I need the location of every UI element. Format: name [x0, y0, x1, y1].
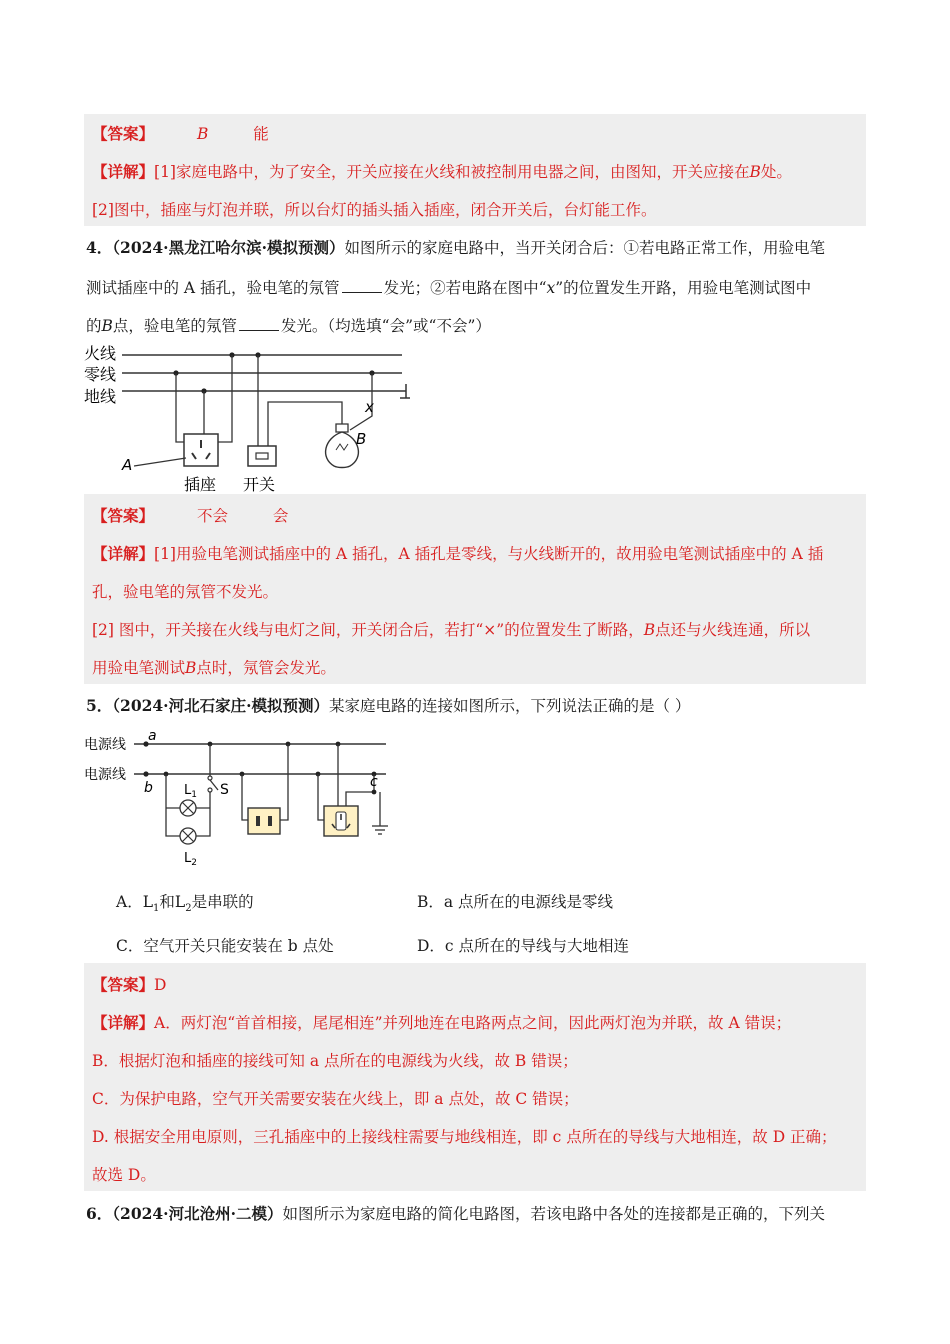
label-switch: 开关	[243, 475, 276, 494]
label-a: A	[122, 456, 133, 474]
label-power-line-1: 电源线	[84, 737, 126, 753]
detail-label: 【详解】	[92, 1013, 155, 1032]
label-x: x	[365, 398, 374, 416]
question-4-line-2	[86, 276, 811, 298]
question-text: 点，验电笔的氖管	[112, 317, 237, 335]
label-a: a	[148, 728, 157, 744]
label-l1-subscript: 1	[191, 790, 197, 800]
socket-neutral-wire	[176, 373, 190, 442]
junction-dots	[164, 742, 377, 777]
question-source: （2024·河北沧州·二模）	[112, 1204, 283, 1223]
socket-live-wire	[218, 355, 232, 442]
socket-hole	[256, 816, 260, 826]
question-text: x	[546, 279, 556, 297]
answer-label: 【答案】	[92, 124, 155, 143]
option-text: L	[142, 893, 153, 911]
detail-text: 故选 D。	[92, 1166, 156, 1184]
label-l2-subscript: 2	[191, 858, 197, 868]
answer-label: 【答案】	[92, 975, 155, 994]
answer-value: D	[154, 976, 167, 994]
question-source: （2024·河北石家庄·模拟预测）	[112, 696, 329, 715]
point-c	[372, 790, 377, 795]
switch-s-icon	[208, 788, 212, 792]
option-a[interactable]	[116, 890, 254, 914]
answer-value-1: 不会	[196, 507, 228, 525]
question-text: B	[101, 317, 113, 335]
answer-value-1: B	[196, 125, 209, 143]
label-l1-letter: L	[184, 783, 192, 798]
label-power-line-2: 电源线	[84, 767, 126, 783]
answer-block-q5	[84, 963, 866, 1191]
question-text: 发光。（均选填“会”或“不会”）	[280, 317, 491, 335]
question-number: 6．	[86, 1204, 113, 1223]
question-text: 某家庭电路的连接如图所示，下列说法正确的是（ ）	[328, 697, 691, 715]
label-neutral: 零线	[84, 365, 117, 384]
label-s: S	[220, 782, 229, 798]
socket-icon	[184, 434, 218, 466]
detail-text: [2]图中，插座与灯泡并联，所以台灯的插头插入插座，闭合开关后，台灯能工作。	[92, 201, 657, 219]
label-l1	[184, 783, 197, 800]
question-text: 发光；②若电路在图中“	[383, 279, 547, 297]
detail-label: 【详解】	[92, 162, 155, 181]
question-6-stem	[86, 1202, 825, 1224]
q5-circuit-figure	[84, 728, 394, 868]
label-live: 火线	[84, 344, 117, 363]
switch-s-icon	[208, 776, 212, 780]
answer-label: 【答案】	[92, 506, 155, 525]
two-pin-socket-icon	[248, 808, 280, 834]
question-text: ”的位置发生开路，用验电笔测试图中	[555, 279, 812, 297]
question-text: 的	[86, 317, 102, 335]
option-c[interactable]: C．空气开关只能安装在 b 点处	[116, 937, 334, 955]
detail-text: 处。	[760, 163, 792, 181]
question-5-stem	[86, 694, 690, 716]
answer-block-q3	[84, 114, 866, 226]
detail-text: [1]家庭电路中，为了安全，开关应接在火线和被控制用电器之间，由图知，开关应接在	[154, 163, 750, 181]
pointer-a	[134, 458, 186, 466]
question-number: 4．	[86, 238, 113, 257]
question-4-line-1	[86, 236, 825, 258]
label-socket: 插座	[184, 475, 217, 494]
label-l2	[184, 851, 197, 868]
question-source: （2024·黑龙江哈尔滨·模拟预测）	[112, 238, 345, 257]
detail-text: A．两灯泡“首首相接，尾尾相连”并列地连在电路两点之间，因此两灯泡为并联，故 A 错误；	[154, 1014, 792, 1032]
switch-icon	[248, 446, 276, 466]
option-text: 和	[159, 893, 175, 911]
detail-text: B	[749, 163, 761, 181]
detail-text: B	[185, 659, 197, 677]
label-b: B	[356, 430, 367, 448]
detail-text: C．为保护电路，空气开关需要安装在火线上，即 a 点处，故 C 错误；	[92, 1090, 579, 1108]
question-text: 如图所示的家庭电路中，当开关闭合后：①若电路正常工作，用验电笔	[344, 239, 825, 257]
detail-label: 【详解】	[92, 544, 155, 563]
detail-text: [1]用验电笔测试插座中的 A 插孔，A 插孔是零线，与火线断开的，故用验电笔测试插座中的 A 插	[154, 545, 824, 563]
option-d[interactable]: D．c 点所在的导线与大地相连	[417, 937, 630, 955]
option-subscript: 2	[185, 903, 192, 915]
option-b[interactable]: B．a 点所在的电源线是零线	[417, 893, 614, 911]
detail-text: B．根据灯泡和插座的接线可知 a 点所在的电源线为火线，故 B 错误；	[92, 1052, 578, 1070]
option-text: 是串联的	[191, 893, 254, 911]
detail-text: 点时，氖管会发光。	[196, 659, 336, 677]
question-text: 测试插座中的 A 插孔，验电笔的氖管	[86, 279, 340, 297]
question-4-line-3	[86, 314, 491, 336]
option-text: L	[174, 893, 186, 911]
point-b	[143, 771, 148, 776]
detail-text: B	[643, 621, 656, 639]
bulb-icon	[326, 432, 359, 468]
answer-blank	[342, 292, 382, 293]
answer-blank	[239, 330, 279, 331]
q4-circuit-figure	[84, 340, 424, 495]
option-text: A．	[116, 893, 143, 911]
detail-text: 用验电笔测试	[92, 659, 186, 677]
answer-value-2: 能	[253, 125, 269, 143]
answer-block-q4	[84, 494, 866, 684]
detail-text: 点还与火线连通，所以	[655, 621, 811, 639]
label-b: b	[144, 780, 153, 796]
socket-hole	[268, 816, 272, 826]
answer-value-2: 会	[272, 507, 289, 525]
question-text: 如图所示为家庭电路的简化电路图，若该电路中各处的连接都是正确的，下列关	[282, 1205, 825, 1223]
label-c: c	[370, 774, 378, 790]
question-number: 5．	[86, 696, 113, 715]
detail-text: 孔，验电笔的氖管不发光。	[92, 583, 279, 601]
detail-text: D. 根据安全用电原则，三孔插座中的上接线柱需要与地线相连，即 c 点所在的导线与大地相连，故 D 正确；	[92, 1128, 837, 1146]
detail-text: [2] 图中，开关接在火线与电灯之间，开关闭合后，若打“×”的位置发生了断路，	[92, 621, 644, 639]
label-l2-letter: L	[184, 851, 192, 866]
label-ground: 地线	[84, 387, 117, 406]
option-subscript: 1	[153, 903, 160, 915]
lamp-base	[336, 424, 348, 432]
